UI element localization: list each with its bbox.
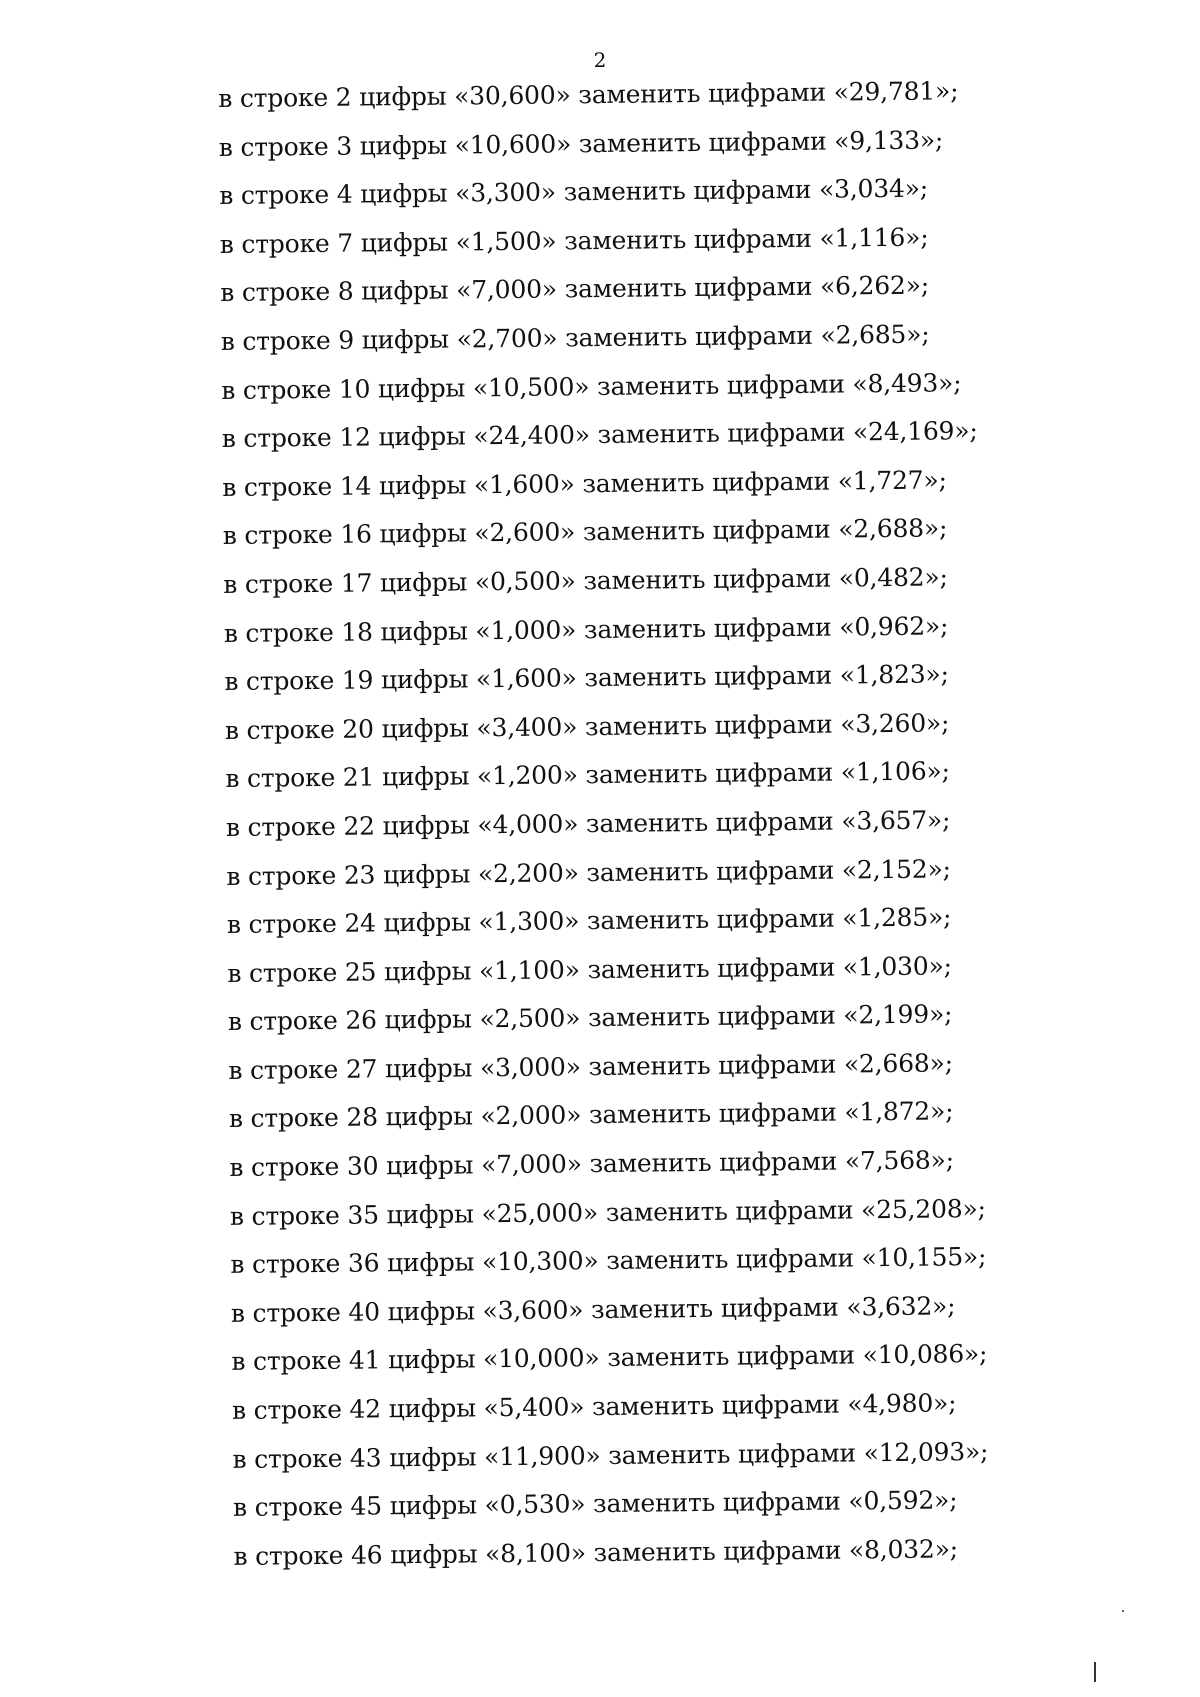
amendment-line: в строке 10 цифры «10,500» заменить цифрами «8,493»; bbox=[221, 367, 962, 405]
scan-artifact-dot bbox=[1122, 1610, 1124, 1612]
amendment-line: в строке 35 цифры «25,000» заменить цифрами «25,208»; bbox=[229, 1193, 986, 1231]
amendment-line: в строке 2 цифры «30,600» заменить цифрами «29,781»; bbox=[218, 76, 959, 113]
amendment-line: в строке 4 цифры «3,300» заменить цифрами «3,034»; bbox=[219, 173, 929, 211]
amendment-line: в строке 24 цифры «1,300» заменить цифрами «1,285»; bbox=[226, 902, 952, 940]
amendment-line: в строке 43 цифры «11,900» заменить цифрами «12,093»; bbox=[232, 1436, 989, 1474]
amendment-line: в строке 30 цифры «7,000» заменить цифрами «7,568»; bbox=[229, 1145, 955, 1183]
amendment-line: в строке 46 цифры «8,100» заменить цифрами «8,032»; bbox=[233, 1534, 959, 1571]
amendment-line: в строке 12 цифры «24,400» заменить цифрами «24,169»; bbox=[221, 416, 978, 454]
amendment-line: в строке 21 цифры «1,200» заменить цифрами «1,106»; bbox=[225, 756, 950, 794]
amendment-line: в строке 40 цифры «3,600» заменить цифрами «3,632»; bbox=[230, 1291, 956, 1328]
amendment-line: в строке 22 цифры «4,000» заменить цифрами «3,657»; bbox=[225, 805, 951, 842]
amendment-line: в строке 7 цифры «1,500» заменить цифрами «1,116»; bbox=[219, 222, 929, 259]
amendment-line: в строке 20 цифры «3,400» заменить цифрами «3,260»; bbox=[224, 708, 950, 745]
amendment-line: в строке 8 цифры «7,000» заменить цифрами «6,262»; bbox=[220, 270, 930, 308]
amendment-line: в строке 16 цифры «2,600» заменить цифрами «2,688»; bbox=[222, 513, 948, 551]
amendment-line: в строке 41 цифры «10,000» заменить цифрами «10,086»; bbox=[231, 1339, 988, 1377]
amendment-list bbox=[218, 67, 1034, 1582]
amendment-line: в строке 3 цифры «10,600» заменить цифрами «9,133»; bbox=[218, 125, 944, 162]
amendment-line: в строке 26 цифры «2,500» заменить цифрами «2,199»; bbox=[227, 999, 953, 1037]
amendment-line: в строке 14 цифры «1,600» заменить цифрами «1,727»; bbox=[222, 465, 947, 502]
page-number: 2 bbox=[593, 48, 607, 72]
amendment-line: в строке 42 цифры «5,400» заменить цифрами «4,980»; bbox=[231, 1388, 957, 1425]
scan-artifact-mark bbox=[1094, 1662, 1096, 1682]
amendment-line: в строке 18 цифры «1,000» заменить цифрами «0,962»; bbox=[223, 610, 949, 648]
amendment-line: в строке 17 цифры «0,500» заменить цифрами «0,482»; bbox=[223, 562, 948, 599]
amendment-line: в строке 23 цифры «2,200» заменить цифрами «2,152»; bbox=[226, 853, 951, 891]
amendment-line: в строке 19 цифры «1,600» заменить цифрами «1,823»; bbox=[224, 659, 949, 697]
amendment-line: в строке 36 цифры «10,300» заменить цифрами «10,155»; bbox=[230, 1242, 987, 1280]
amendment-line: в строке 25 цифры «1,100» заменить цифрами «1,030»; bbox=[227, 951, 952, 988]
amendment-line: в строке 45 цифры «0,530» заменить цифрами «0,592»; bbox=[232, 1485, 958, 1523]
amendment-line: в строке 9 цифры «2,700» заменить цифрами «2,685»; bbox=[220, 319, 930, 356]
amendment-line: в строке 28 цифры «2,000» заменить цифрами «1,872»; bbox=[228, 1096, 954, 1134]
amendment-line: в строке 27 цифры «3,000» заменить цифрами «2,668»; bbox=[228, 1048, 953, 1085]
